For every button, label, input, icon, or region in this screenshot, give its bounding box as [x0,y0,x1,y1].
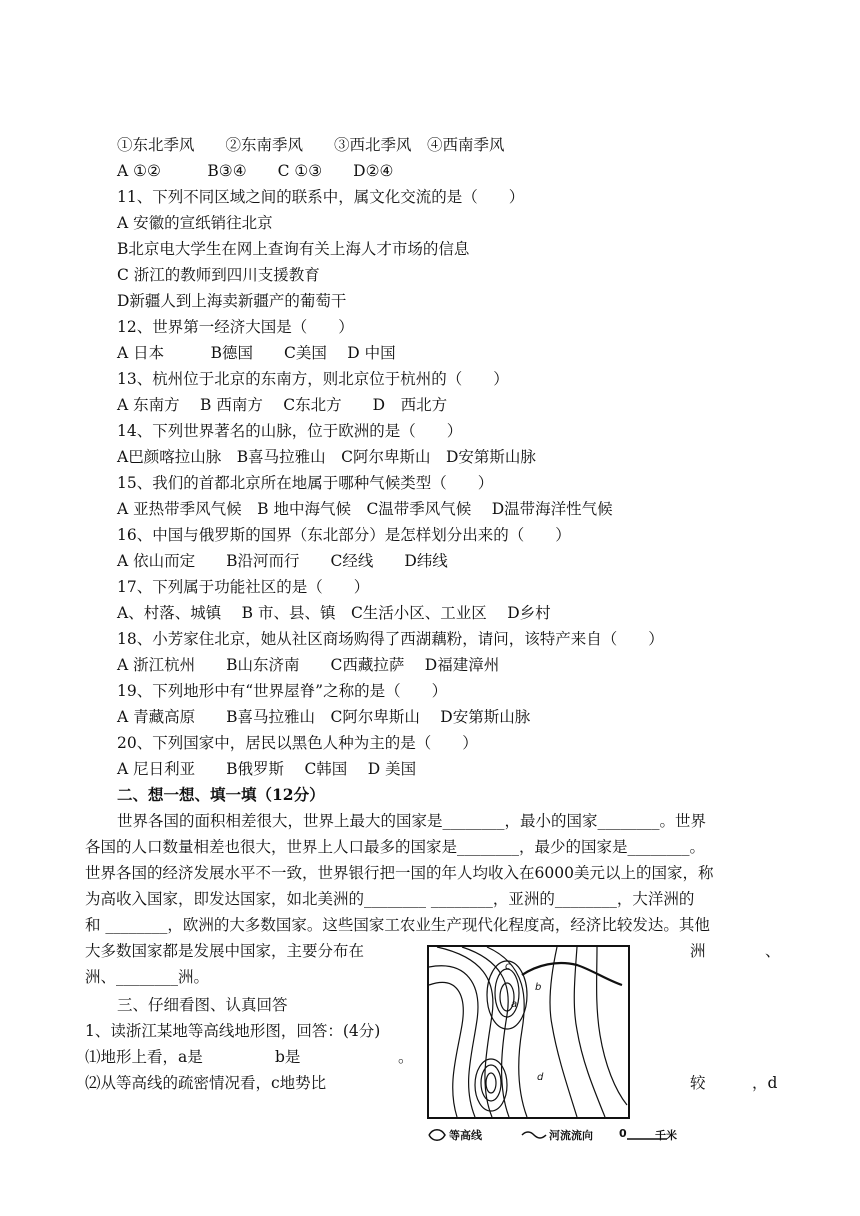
options-line: ①东北季风 ②东南季风 ③西北季风 ④西南季风 [117,136,505,154]
paragraph-line: 各国的人口数量相差也很大，世界上人口最多的国家是________，最少的国家是________。 [85,838,706,856]
answer-choices: A 浙江杭州 B山东济南 C西藏拉萨 D福建漳州 [117,656,500,674]
question-14: 14、下列世界著名的山脉，位于欧洲的是（ ） [117,422,463,440]
question-1a-end: 。 [398,1048,414,1066]
answer-choices: A ①② B③④ C ①③ D②④ [117,162,394,180]
paragraph-line: 世界各国的经济发展水平不一致，世界银行把一国的年人均收入在6000美元以上的国家，称 [85,864,714,882]
paragraph-line: 大多数国家都是发展中国家，主要分布在 [85,942,365,960]
paragraph-line: 为高收入国家，即发达国家，如北美洲的________ ________，亚洲的________，大洋洲的 [85,890,695,908]
contour-map [427,945,630,1119]
legend-river-label: 河流流向 [549,1129,593,1142]
answer-choices: A 依山而定 B沿河而行 C经线 D纬线 [117,552,448,570]
question-18: 18、小芳家住北京，她从社区商场购得了西湖藕粉，请问，该特产来自（ ） [117,630,664,648]
question-1: 1、读浙江某地等高线地形图，回答：(4分) [85,1022,381,1040]
paragraph-line: 和 ________，欧洲的大多数国家。这些国家工农业生产现代化程度高，经济比较发达。其他 [85,916,710,934]
legend-contour-label: 等高线 [449,1129,482,1142]
question-13: 13、杭州位于北京的东南方，则北京位于杭州的（ ） [117,370,509,388]
question-17: 17、下列属于功能社区的是（ ） [117,578,370,596]
map-label-c: c [505,961,511,972]
option-a: A 安徽的宣纸销往北京 [117,214,273,232]
answer-choices: A 青藏高原 B喜马拉雅山 C阿尔卑斯山 D安第斯山脉 [117,708,531,726]
legend-scale-zero: 0 [619,1127,627,1140]
option-c: C 浙江的教师到四川支援教育 [117,266,320,284]
fill-text: 、 [765,942,781,960]
question-16: 16、中国与俄罗斯的国界（东北部分）是怎样划分出来的（ ） [117,526,571,544]
question-1a-b: b是 [275,1048,301,1066]
section-2-heading: 二、想一想、填一填（12分） [117,785,325,804]
answer-choices: A 东南方 B 西南方 C东北方 D 西北方 [117,396,448,414]
fill-text: 洲 [690,942,706,960]
map-label-b: b [535,982,542,993]
question-1a: ⑴地形上看，a是 [85,1048,203,1066]
paragraph-line: 洲、________洲。 [85,968,210,986]
question-20: 20、下列国家中，居民以黑色人种为主的是（ ） [117,734,478,752]
answer-choices: A、村落、城镇 B 市、县、镇 C生活小区、工业区 D乡村 [117,604,551,622]
option-d: D新疆人到上海卖新疆产的葡萄干 [117,292,347,310]
fill-text: ，d [752,1074,778,1092]
answer-choices: A 尼日利亚 B俄罗斯 C韩国 D 美国 [117,760,417,778]
question-12: 12、世界第一经济大国是（ ） [117,318,354,336]
fill-text: 较 [690,1074,706,1092]
map-legend [427,1124,687,1146]
question-11: 11、下列不同区域之间的联系中，属文化交流的是（ ） [117,188,525,206]
question-1b: ⑵从等高线的疏密情况看，c地势比 [85,1074,327,1092]
map-label-d: d [537,1072,544,1083]
question-15: 15、我们的首都北京所在地属于哪种气候类型（ ） [117,474,494,492]
legend-scale-unit: 千米 [655,1129,677,1142]
map-label-a: a [511,999,518,1010]
answer-choices: A 亚热带季风气候 B 地中海气候 C温带季风气候 D温带海洋性气候 [117,500,613,518]
option-b: B北京电大学生在网上查询有关上海人才市场的信息 [117,240,470,258]
question-19: 19、下列地形中有“世界屋脊”之称的是（ ） [117,682,448,700]
answer-choices: A 日本 B德国 C美国 D 中国 [117,344,396,362]
section-3-heading: 三、仔细看图、认真回答 [117,996,288,1014]
paragraph-line: 世界各国的面积相差很大，世界上最大的国家是________，最小的国家________。世界 [117,812,707,830]
answer-choices: A巴颜喀拉山脉 B喜马拉雅山 C阿尔卑斯山 D安第斯山脉 [117,448,536,466]
